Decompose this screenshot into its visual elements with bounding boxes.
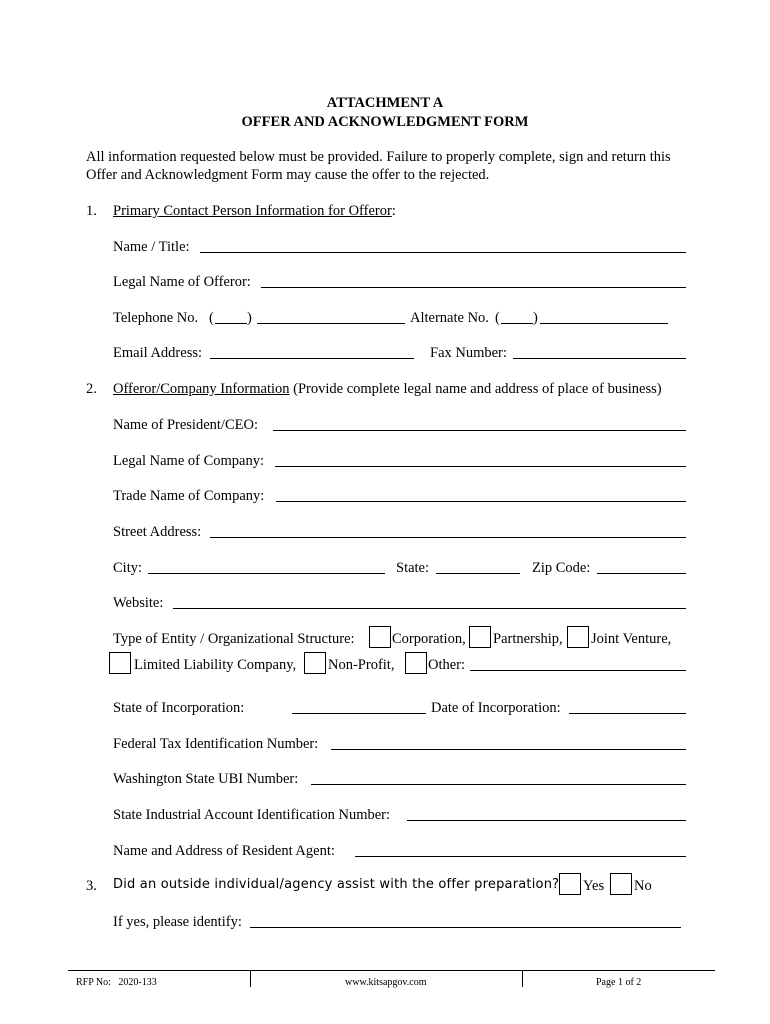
legal-name-offeror-label: Legal Name of Offeror: [113, 274, 251, 290]
president-field[interactable] [273, 430, 686, 431]
non-profit-label: Non-Profit, [328, 657, 395, 673]
alternate-area-open-paren: ( [495, 310, 500, 326]
alternate-area-code-field[interactable] [501, 323, 533, 324]
footer-rule [68, 970, 715, 971]
footer-divider-2 [522, 971, 523, 987]
city-field[interactable] [148, 573, 385, 574]
state-label: State: [396, 560, 430, 576]
street-field[interactable] [210, 537, 686, 538]
joint-venture-label: Joint Venture, [591, 631, 672, 647]
city-label: City: [113, 560, 143, 576]
fax-label: Fax Number: [430, 345, 507, 361]
partnership-label: Partnership, [493, 631, 563, 647]
form-title-line2: OFFER AND ACKNOWLEDGMENT FORM [241, 114, 529, 130]
ubi-field[interactable] [311, 784, 686, 785]
assist-no-label: No [634, 878, 652, 894]
form-title-line1: ATTACHMENT A [326, 95, 444, 111]
trade-name-label: Trade Name of Company: [113, 488, 265, 504]
trade-name-field[interactable] [276, 501, 686, 502]
section1-number: 1. [86, 203, 97, 219]
alternate-area-close-paren: ) [533, 310, 538, 326]
state-field[interactable] [436, 573, 520, 574]
resident-agent-label: Name and Address of Resident Agent: [113, 843, 335, 859]
corporation-checkbox[interactable] [369, 626, 391, 648]
president-label: Name of President/CEO: [113, 417, 258, 433]
section2-heading-note: (Provide complete legal name and address of place of business) [293, 381, 662, 397]
footer-rfp [76, 977, 157, 988]
other-label: Other: [428, 657, 466, 673]
legal-name-offeror-field[interactable] [261, 287, 686, 288]
identify-field[interactable] [250, 927, 681, 928]
llc-checkbox[interactable] [109, 652, 131, 674]
legal-company-label: Legal Name of Company: [113, 453, 264, 469]
state-inc-label: State of Incorporation: [113, 700, 245, 716]
street-label: Street Address: [113, 524, 202, 540]
section1-heading [113, 202, 396, 220]
name-title-field[interactable] [200, 252, 686, 253]
telephone-area-code-field[interactable] [215, 323, 247, 324]
email-label: Email Address: [113, 345, 203, 361]
identify-label: If yes, please identify: [113, 914, 242, 930]
federal-tax-label: Federal Tax Identification Number: [113, 736, 319, 752]
non-profit-checkbox[interactable] [304, 652, 326, 674]
joint-venture-checkbox[interactable] [567, 626, 589, 648]
entity-label: Type of Entity / Organizational Structure: [113, 631, 355, 647]
alternate-label: Alternate No. [410, 310, 489, 326]
zip-label: Zip Code: [532, 560, 591, 576]
telephone-area-open-paren: ( [209, 310, 214, 326]
legal-company-field[interactable] [275, 466, 686, 467]
section3-number: 3. [86, 878, 97, 894]
section2-number: 2. [86, 381, 97, 397]
partnership-checkbox[interactable] [469, 626, 491, 648]
corporation-label: Corporation, [392, 631, 466, 647]
footer-rfp-number: 2020-133 [118, 977, 157, 988]
industrial-field[interactable] [407, 820, 686, 821]
telephone-area-close-paren: ) [247, 310, 252, 326]
assist-yes-label: Yes [583, 878, 605, 894]
alternate-number-field[interactable] [540, 323, 668, 324]
footer-rfp-label: RFP No: [76, 977, 111, 988]
assist-yes-checkbox[interactable] [559, 873, 581, 895]
other-checkbox[interactable] [405, 652, 427, 674]
date-inc-field[interactable] [569, 713, 686, 714]
llc-label: Limited Liability Company, [134, 657, 297, 673]
ubi-label: Washington State UBI Number: [113, 771, 299, 787]
footer-page-number: Page 1 of 2 [596, 977, 642, 988]
intro-line1: All information requested below must be provided. Failure to properly complete, sign and return this [86, 149, 671, 165]
fax-field[interactable] [513, 358, 686, 359]
resident-agent-field[interactable] [355, 856, 686, 857]
other-field[interactable] [470, 670, 686, 671]
footer-divider-1 [250, 971, 251, 987]
section2-heading-text: Offeror/Company Information [113, 381, 290, 397]
federal-tax-field[interactable] [331, 749, 686, 750]
intro-line2: Offer and Acknowledgment Form may cause the offer to the rejected. [86, 167, 490, 183]
section1-heading-colon: : [391, 203, 396, 219]
state-inc-field[interactable] [292, 713, 426, 714]
telephone-number-field[interactable] [257, 323, 405, 324]
date-inc-label: Date of Incorporation: [431, 700, 561, 716]
section2-heading [113, 380, 662, 398]
name-title-label: Name / Title: [113, 239, 190, 255]
telephone-label: Telephone No. [113, 310, 199, 326]
footer-website[interactable]: www.kitsapgov.com [345, 977, 427, 988]
section1-heading-text: Primary Contact Person Information for Offeror [113, 203, 392, 219]
website-label: Website: [113, 595, 164, 611]
website-field[interactable] [173, 608, 686, 609]
zip-field[interactable] [597, 573, 686, 574]
email-field[interactable] [210, 358, 414, 359]
industrial-label: State Industrial Account Identification Number: [113, 807, 391, 823]
assist-no-checkbox[interactable] [610, 873, 632, 895]
section3-question: Did an outside individual/agency assist with the offer preparation? [113, 877, 560, 892]
